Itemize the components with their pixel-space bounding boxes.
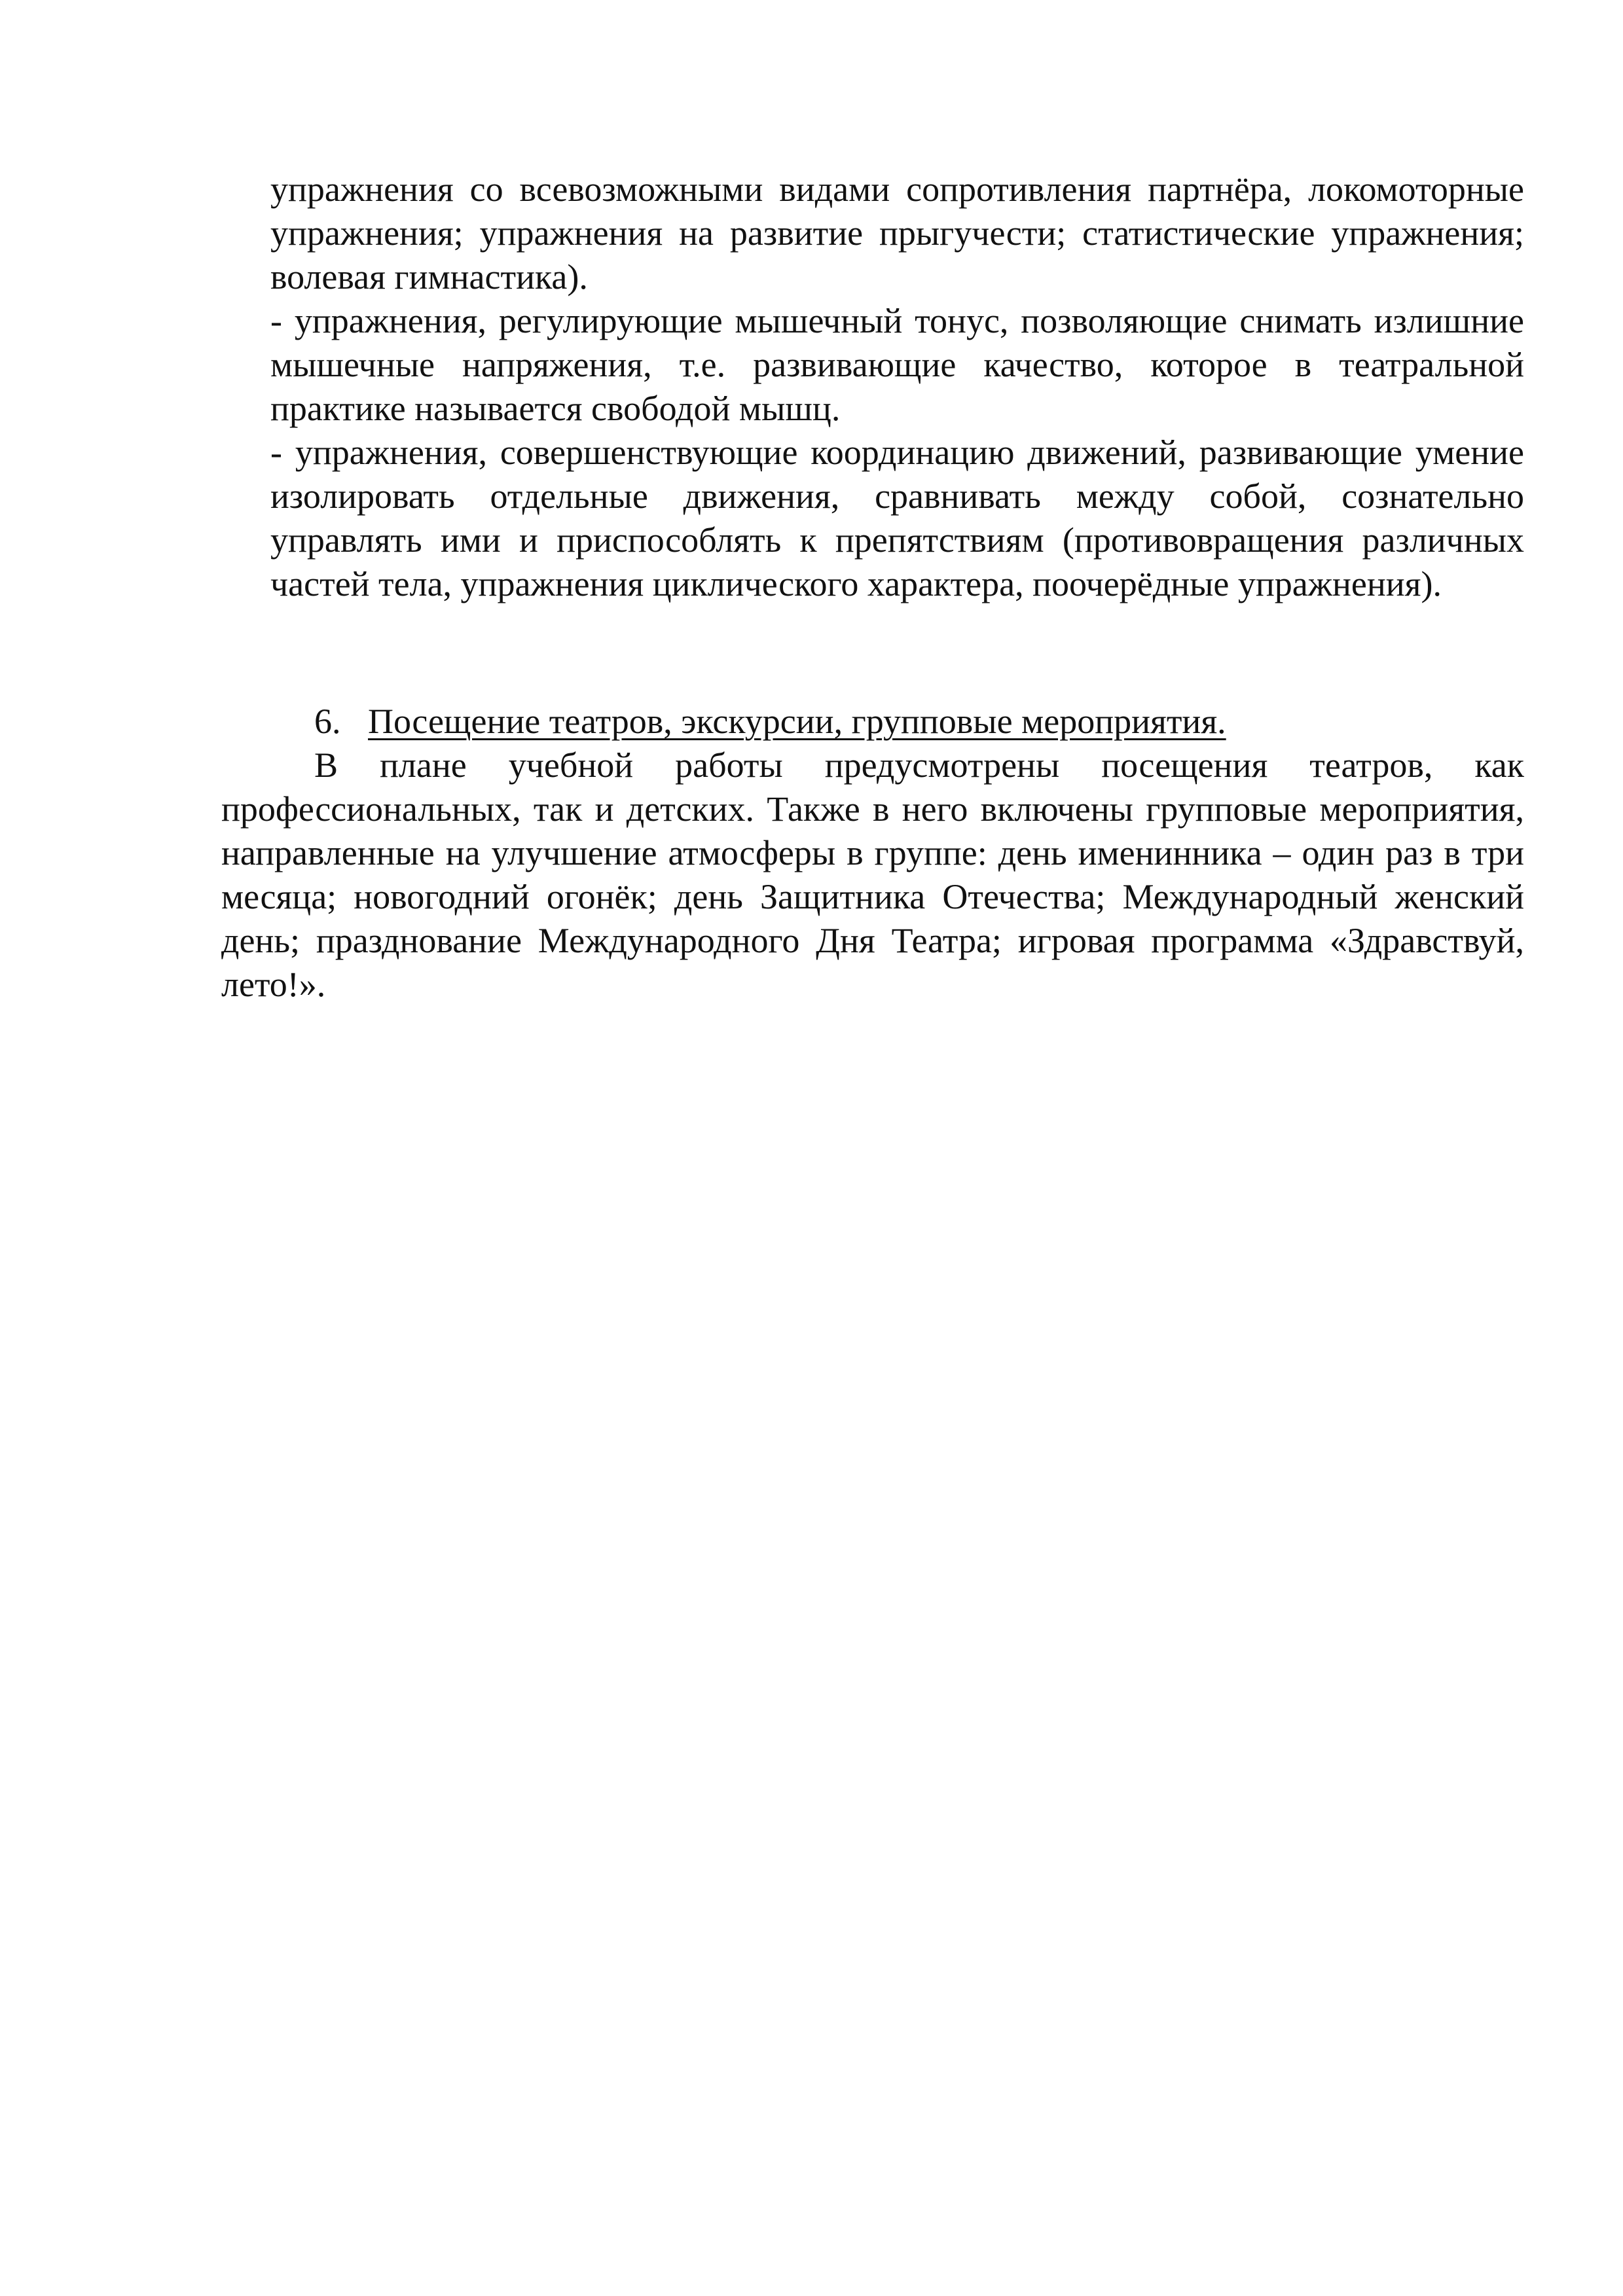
section-6-title: Посещение театров, экскурсии, групповые мероприятия. — [368, 702, 1226, 741]
list-item-coordination: - упражнения, совершенствующие координацию движений, развивающие умение изолировать отдельные движения, сравнивать между собой, сознательно управлять ими и приспособлять к препятствиям (противовращения различных частей тела, упражнения циклического характера, поочерёдные упражнения). — [270, 433, 1524, 603]
section-6-heading — [314, 700, 1362, 744]
list-item-muscle-tone: - упражнения, регулирующие мышечный тонус, позволяющие снимать излишние мышечные напряжения, т.е. развивающие качество, которое в театральной практике называется свободой мышц. — [270, 301, 1524, 428]
exercise-list-block — [270, 168, 1524, 606]
section-6-paragraph: В плане учебной работы предусмотрены посещения театров, как профессиональных, так и детских. Также в него включены групповые мероприятия, направленные на улучшение атмосферы в группе: день именинника – один раз в три месяца; новогодний огонёк; день Защитника Отечества; Международный женский день; празднование Международного Дня Театра; игровая программа «Здравствуй, лето!». — [221, 745, 1524, 1004]
section-6-number: 6. — [314, 702, 341, 741]
list-continuation-text: упражнения со всевозможными видами сопротивления партнёра, локомоторные упражнения; упражнения на развитие прыгучести; статистические упражнения; волевая гимнастика). — [270, 170, 1524, 296]
